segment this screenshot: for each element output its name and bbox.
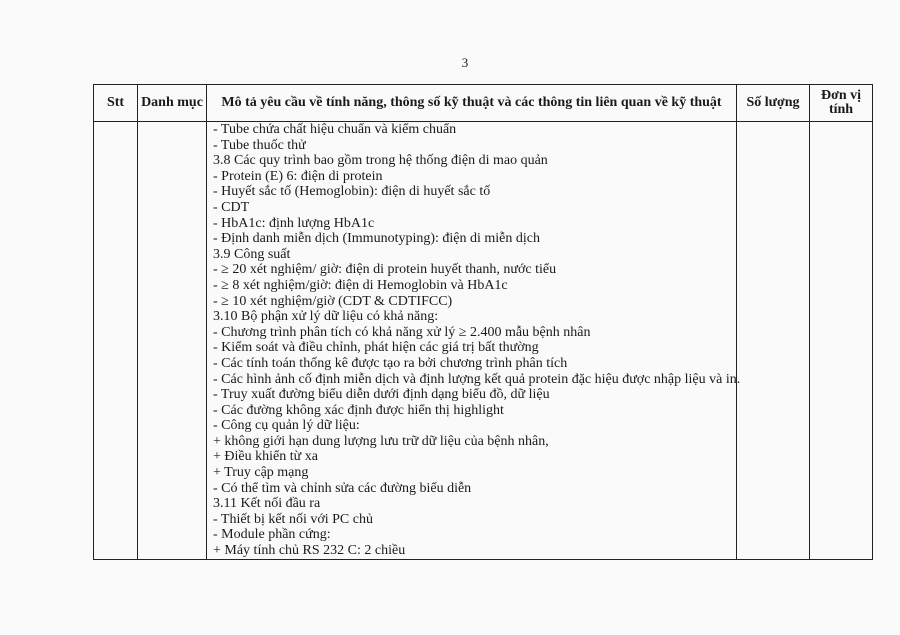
- description-line: - Truy xuất đường biểu diễn dưới định dạng biểu đồ, dữ liệu: [213, 387, 550, 403]
- description-line: - Protein (E) 6: điện di protein: [213, 168, 383, 184]
- spec-table: [93, 84, 873, 560]
- cell-don-vi: [810, 122, 873, 560]
- description-line: + không giới hạn dung lượng lưu trữ dữ liệu của bệnh nhân,: [213, 433, 549, 449]
- header-danh-muc: Danh mục: [138, 85, 207, 122]
- description-lines: [207, 122, 741, 559]
- header-mo-ta: Mô tả yêu cầu về tính năng, thông số kỹ thuật và các thông tin liên quan về kỹ thuật: [207, 85, 737, 122]
- description-line: - Các tính toán thống kê được tạo ra bởi chương trình phân tích: [213, 355, 568, 371]
- cell-stt: [94, 122, 138, 560]
- description-line: 3.11 Kết nối đầu ra: [213, 496, 321, 512]
- description-line: - Huyết sắc tố (Hemoglobin): điện di huyết sắc tố: [213, 184, 491, 200]
- description-line: - Module phần cứng:: [213, 527, 331, 543]
- description-line: - Có thể tìm và chỉnh sửa các đường biểu diễn: [213, 480, 472, 496]
- description-line: - Các đường không xác định được hiển thị highlight: [213, 402, 504, 418]
- description-line: - Tube chứa chất hiệu chuẩn và kiểm chuẩn: [213, 122, 457, 137]
- description-line: - ≥ 20 xét nghiệm/ giờ: điện di protein huyết thanh, nước tiểu: [213, 262, 557, 278]
- cell-mo-ta: [207, 122, 741, 560]
- description-line: 3.8 Các quy trình bao gồm trong hệ thống điện di mao quản: [213, 153, 548, 169]
- description-line: - Chương trình phân tích có khả năng xử lý ≥ 2.400 mẫu bệnh nhân: [213, 324, 591, 340]
- description-line: - ≥ 10 xét nghiệm/giờ (CDT & CDTIFCC): [213, 293, 453, 309]
- page-number: 3: [461, 55, 469, 70]
- description-line: + Điều khiển từ xa: [213, 449, 318, 465]
- header-so-luong: Số lượng: [737, 85, 810, 122]
- description-line: + Máy tính chủ RS 232 C: 2 chiều: [213, 543, 406, 559]
- description-line: 3.9 Công suất: [213, 246, 291, 262]
- description-line: - ≥ 8 xét nghiệm/giờ: điện di Hemoglobin và HbA1c: [213, 277, 508, 293]
- description-line: - Các hình ảnh cố định miễn dịch và định lượng kết quả protein đặc hiệu được nhập liệu và in.: [213, 371, 741, 387]
- description-line: + Truy cập mạng: [213, 465, 309, 481]
- cell-danh-muc: [138, 122, 207, 560]
- table-header-row: [94, 85, 873, 122]
- description-line: - Công cụ quản lý dữ liệu:: [213, 418, 360, 434]
- description-line: 3.10 Bộ phận xử lý dữ liệu có khả năng:: [213, 309, 439, 325]
- description-line: - CDT: [213, 199, 250, 215]
- description-line: - Kiểm soát và điều chỉnh, phát hiện các giá trị bất thường: [213, 340, 539, 356]
- table-row: [94, 122, 873, 560]
- header-don-vi: Đơn vị tính: [810, 85, 873, 122]
- description-line: - Tube thuốc thử: [213, 137, 306, 153]
- description-line: - HbA1c: định lượng HbA1c: [213, 215, 375, 231]
- description-line: - Định danh miễn dịch (Immunotyping): điện di miễn dịch: [213, 231, 540, 247]
- header-stt: Stt: [94, 85, 138, 122]
- description-line: - Thiết bị kết nối với PC chủ: [213, 511, 373, 527]
- cell-so-luong: [737, 122, 810, 560]
